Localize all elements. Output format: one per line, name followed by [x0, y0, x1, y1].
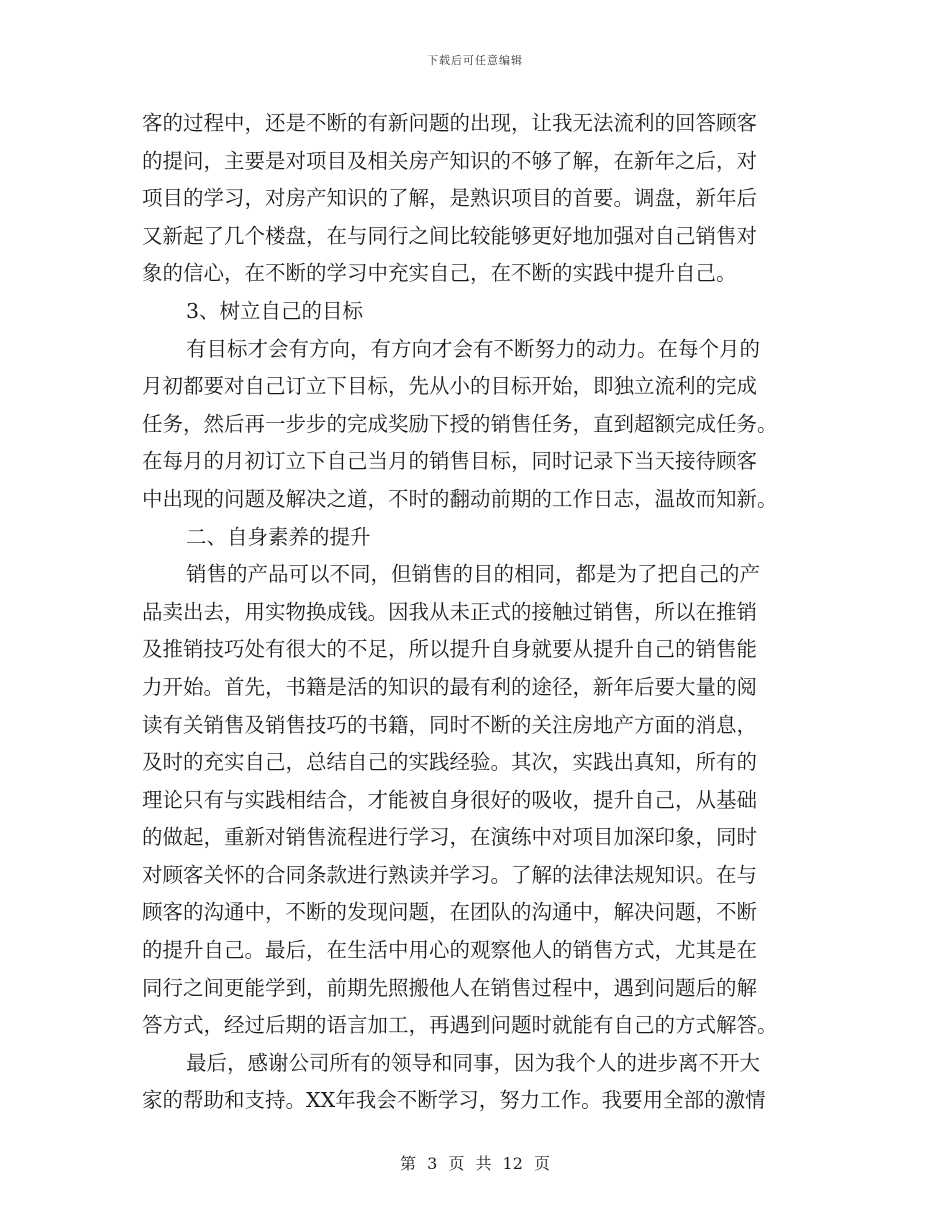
body-line: 客的过程中，还是不断的有新问题的出现，让我无法流利的回答顾客: [142, 111, 757, 135]
section-heading: 二、自身素养的提升: [186, 524, 371, 549]
body-line: 顾客的沟通中，不断的发现问题，在团队的沟通中，解决问题，不断: [142, 900, 757, 925]
body-line: 及时的充实自己，总结自己的实践经验。其次，实践出真知，所有的: [142, 750, 757, 775]
body-line: 对顾客关怀的合同条款进行熟读并学习。了解的法律法规知识。在与: [142, 862, 757, 887]
paragraph-start: 有目标才会有方向，有方向才会有不断努力的动力。在每个月的: [186, 336, 760, 361]
body-line: 的提问，主要是对项目及相关房产知识的不够了解，在新年之后，对: [142, 148, 757, 173]
page-number-footer: 第 3 页 共 12 页: [400, 1154, 550, 1173]
body-line: 品卖出去，用实物换成钱。因我从未正式的接触过销售，所以在推销: [142, 599, 757, 624]
body-line: 象的信心，在不断的学习中充实自己，在不断的实践中提升自己。: [142, 261, 737, 286]
body-line: 项目的学习，对房产知识的了解，是熟识项目的首要。调盘，新年后: [142, 186, 757, 211]
body-line: 读有关销售及销售技巧的书籍，同时不断的关注房地产方面的消息，: [142, 712, 757, 737]
body-line: 理论只有与实践相结合，才能被自身很好的吸收，提升自己，从基础: [142, 787, 757, 812]
body-line: 在每月的月初订立下自己当月的销售目标，同时记录下当天接待顾客: [142, 449, 757, 474]
document-body: [142, 105, 822, 1120]
body-line: 力开始。首先，书籍是活的知识的最有利的途径，新年后要大量的阅: [142, 674, 757, 699]
body-line: 又新起了几个楼盘，在与同行之间比较能够更好地加强对自己销售对: [142, 223, 757, 248]
body-line: 中出现的问题及解决之道，不时的翻动前期的工作日志，温故而知新。: [142, 486, 778, 511]
body-line: 及推销技巧处有很大的不足，所以提升自身就要从提升自己的销售能: [142, 637, 757, 662]
body-line: 同行之间更能学到，前期先照搬他人在销售过程中，遇到问题后的解: [142, 975, 757, 1000]
paragraph-start: 最后，感谢公司所有的领导和同事，因为我个人的进步离不开大: [186, 1050, 760, 1075]
section-heading: 3、树立自己的目标: [186, 298, 364, 323]
body-line: 的提升自己。最后，在生活中用心的观察他人的销售方式，尤其是在: [142, 938, 757, 963]
paragraph-start: 销售的产品可以不同，但销售的目的相同，都是为了把自己的产: [186, 562, 760, 587]
body-line: 任务，然后再一步步的完成奖励下授的销售任务，直到超额完成任务。: [142, 411, 778, 436]
body-line: 月初都要对自己订立下目标，先从小的目标开始，即独立流利的完成: [142, 374, 757, 399]
page-header: 下载后可任意编辑: [427, 54, 523, 67]
body-line: 家的帮助和支持。XX年我会不断学习，努力工作。我要用全部的激情: [142, 1088, 766, 1113]
body-line: 答方式，经过后期的语言加工，再遇到问题时就能有自己的方式解答。: [142, 1013, 778, 1038]
body-line: 的做起，重新对销售流程进行学习，在演练中对项目加深印象，同时: [142, 825, 757, 850]
